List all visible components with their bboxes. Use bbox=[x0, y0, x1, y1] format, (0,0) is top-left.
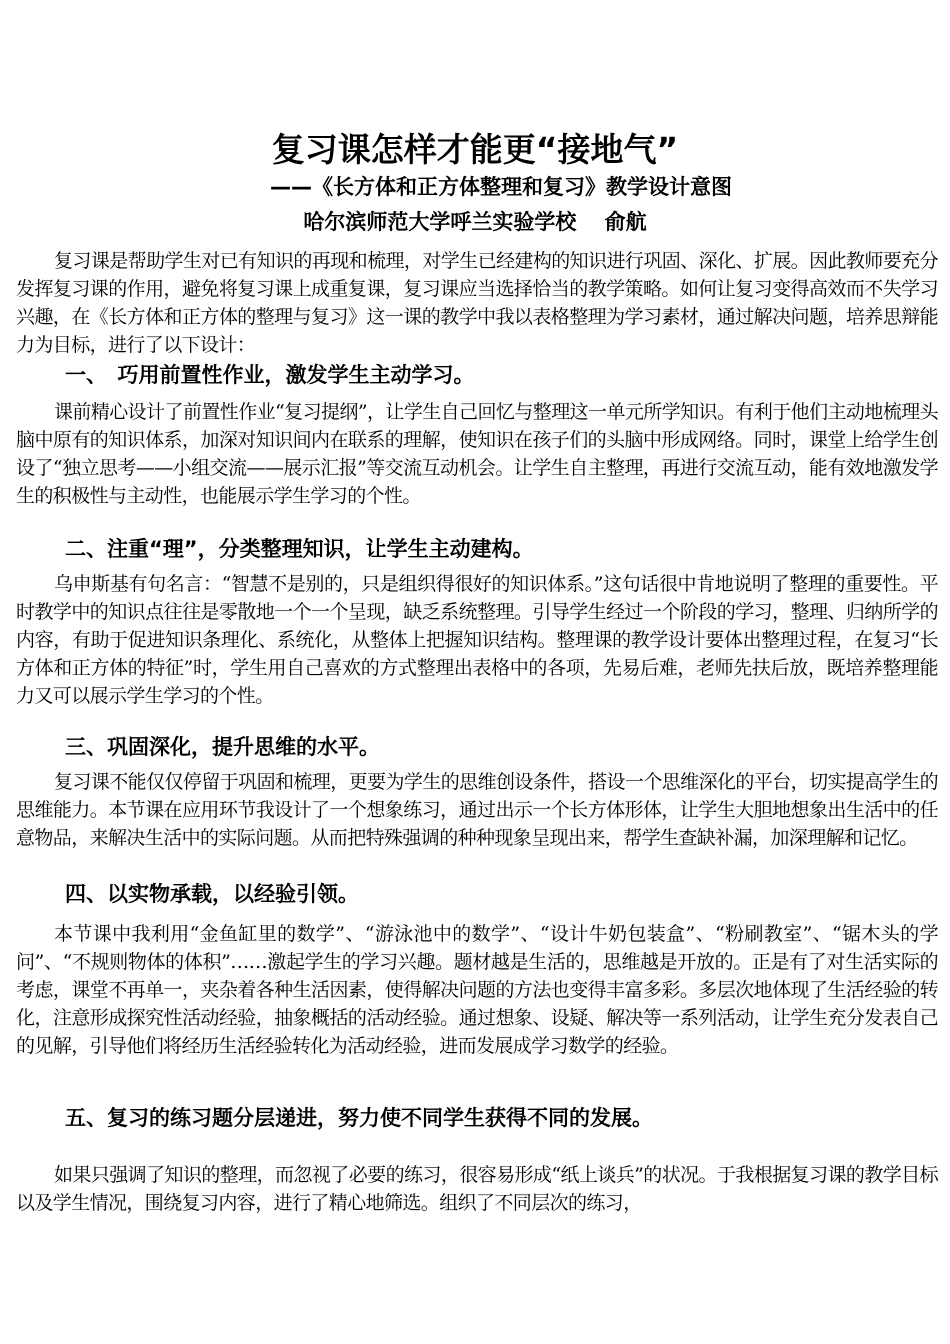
section-3-body: 复习课不能仅仅停留于巩固和梳理，更要为学生的思维创设条件，搭设一个思维深化的平台，切实提高学生的思维能力。本节课在应用环节我设计了一个想象练习，通过出示一个长方体形体，让学生大胆地想象出生活中的任意物品，来解决生活中的实际问题。从而把特殊强调的种种现象呈现出来，帮学生查缺补漏，加深理解和记忆。 bbox=[16, 771, 938, 849]
document-title: 复习课怎样才能更“接地气” bbox=[271, 130, 679, 169]
document-subtitle: ——《长方体和正方体整理和复习》教学设计意图 bbox=[270, 175, 732, 199]
section-1-heading: 一、 巧用前置性作业，激发学生主动学习。 bbox=[65, 363, 475, 387]
section-2-body: 乌申斯基有句名言：“智慧不是别的，只是组织得很好的知识体系。”这句话很中肯地说明了整理的重要性。平时教学中的知识点往往是零散地一个一个呈现，缺乏系统整理。引导学生经过一个阶段的学习，整理、归纳所学的内容，有助于促进知识条理化、系统化，从整体上把握知识结构。整理课的教学设计要体出整理过程，在复习“长方体和正方体的特征”时，学生用自己喜欢的方式整理出表格中的各项，先易后难，老师先扶后放，既培养整理能力又可以展示学生学习的个性。 bbox=[16, 573, 938, 707]
section-1-body: 课前精心设计了前置性作业“复习提纲”，让学生自己回忆与整理这一单元所学知识。有利于他们主动地梳理头脑中原有的知识体系，加深对知识间内在联系的理解，使知识在孩子们的头脑中形成网络。同时，课堂上给学生创设了“独立思考——小组交流——展示汇报”等交流互动机会。让学生自主整理，再进行交流互动，能有效地激发学生的积极性与主动性，也能展示学生学习的个性。 bbox=[16, 401, 938, 507]
section-5-body: 如果只强调了知识的整理，而忽视了必要的练习，很容易形成“纸上谈兵”的状况。于我根据复习课的教学目标以及学生情况，围绕复习内容，进行了精心地筛选。组织了不同层次的练习， bbox=[16, 1164, 938, 1214]
section-2-heading: 二、注重“理”，分类整理知识，让学生主动建构。 bbox=[65, 537, 534, 561]
intro-paragraph: 复习课是帮助学生对已有知识的再现和梳理，对学生已经建构的知识进行巩固、深化、扩展。因此教师要充分发挥复习课的作用，避免将复习课上成重复课，复习课应当选择恰当的教学策略。如何让复习变得高效而不失学习兴趣，在《长方体和正方体的整理与复习》这一课的教学中我以表格整理为学习素材，通过解决问题，培养思辩能力为目标，进行了以下设计： bbox=[16, 250, 938, 356]
document-author: 哈尔滨师范大学呼兰实验学校 俞航 bbox=[303, 210, 647, 234]
section-4-body: 本节课中我利用“金鱼缸里的数学”、“游泳池中的数学”、“设计牛奶包装盒”、“粉刷教室”、“锯木头的学问”、“不规则物体的体积”……激起学生的学习兴趣。题材越是生活的，思维越是开放的。正是有了对生活实际的考虑，课堂不再单一，夹杂着各种生活因素，使得解决问题的方法也变得丰富多彩。多层次地体现了生活经验的转化，注意形成探究性活动经验，抽象概括的活动经验。通过想象、设疑、解决等一系列活动，让学生充分发表自己的见解，引导他们将经历生活经验转化为活动经验，进而发展成学习数学的经验。 bbox=[16, 923, 938, 1057]
section-5-heading: 五、复习的练习题分层递进，努力使不同学生获得不同的发展。 bbox=[65, 1106, 653, 1130]
section-3-heading: 三、巩固深化，提升思维的水平。 bbox=[65, 735, 380, 759]
section-4-heading: 四、以实物承载，以经验引领。 bbox=[65, 882, 359, 906]
